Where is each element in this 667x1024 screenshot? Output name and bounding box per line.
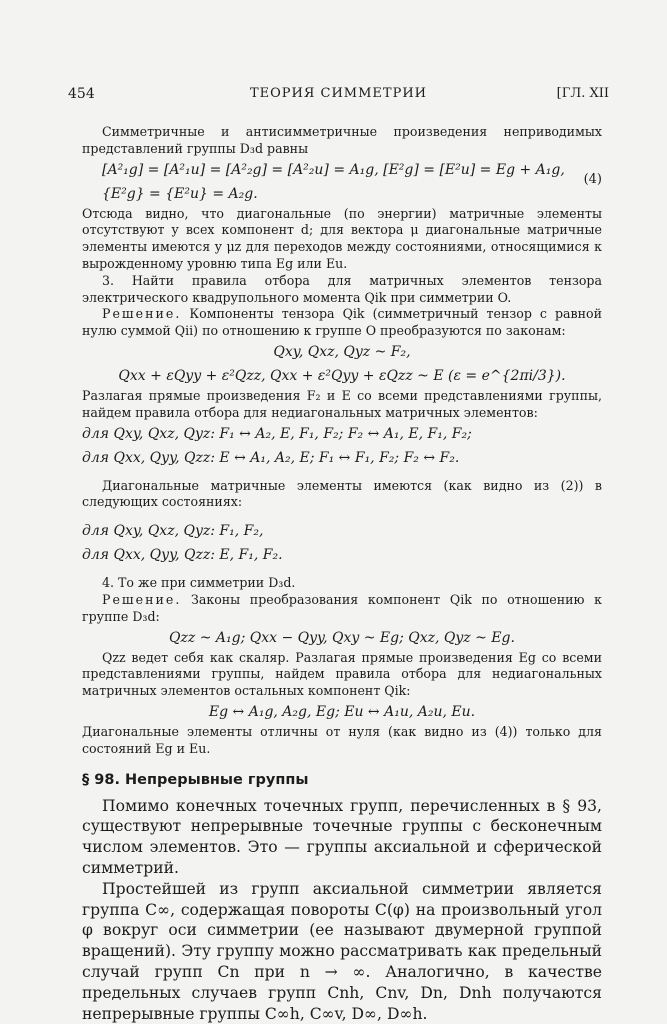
equation-line: [A²₁g] = [A²₁u] = [A²₂g] = [A²₂u] = A₁g, [E²g] = [E²u] = Eg + A₁g, bbox=[102, 161, 565, 178]
paragraph: Диагональные матричные элементы имеются (как видно из (2)) в следующих состояниях: bbox=[82, 477, 602, 510]
page-body bbox=[82, 124, 602, 1024]
problem-statement: 4. То же при симметрии D₃d. bbox=[102, 575, 296, 591]
chapter-label: [ГЛ. XII bbox=[556, 86, 609, 101]
paragraph: Диагональные элементы отличны от нуля (как видно из (4)) только для состояний Eg и Eu. bbox=[82, 723, 602, 756]
problem-statement: 3. Найти правила отбора для матричных элементов тензора электрического квадрупольного момента Qik при симметрии O. bbox=[82, 272, 602, 305]
equation-line: {E²g} = {E²u} = A₂g. bbox=[102, 185, 258, 202]
selection-rule: для Qxx, Qyy, Qzz: E, F₁, F₂. bbox=[82, 547, 283, 564]
paragraph: Разлагая прямые произведения F₂ и E со всеми представлениями группы, найдем правила отбора для недиагональных матричных элементов: bbox=[82, 387, 602, 420]
paragraph: Помимо конечных точечных групп, перечисленных в § 93, существуют непрерывные точечные группы с бесконечным числом элементов. Это — группы аксиальной и сферической симметрий. bbox=[82, 796, 602, 877]
selection-rule: для Qxy, Qxz, Qyz: F₁ ↔ A₂, E, F₁, F₂; F₂ ↔ A₁, E, F₁, F₂; bbox=[82, 425, 472, 442]
solution-text: Компоненты тензора Qik (симметричный тензор с равной нулю суммой Qii) по отношению к группе O преобразуются по законам: bbox=[82, 306, 602, 339]
selection-rule: для Qxy, Qxz, Qyz: F₁, F₂, bbox=[82, 523, 264, 540]
equation-4 bbox=[82, 158, 602, 206]
equation: Qxy, Qxz, Qyz ~ F₂, bbox=[273, 343, 411, 360]
page-header bbox=[68, 86, 609, 106]
solution bbox=[82, 306, 602, 340]
solution bbox=[82, 592, 602, 626]
paragraph: Отсюда видно, что диагональные (по энергии) матричные элементы отсутствуют у всех компонент d; для вектора μ диагональные матричные элементы имеются у μz для переходов между состояниями, относящимися к вырожденному уровню типа Eg или Eu. bbox=[82, 205, 602, 271]
section-heading: § 98. Непрерывные группы bbox=[82, 771, 309, 788]
solution-text: Законы преобразования компонент Qik по отношению к группе D₃d: bbox=[82, 591, 602, 624]
equation: Qzz ~ A₁g; Qxx − Qyy, Qxy ~ Eg; Qxz, Qyz ~ Eg. bbox=[169, 629, 515, 646]
paragraph: Qzz ведет себя как скаляр. Разлагая прямые произведения Eg со всеми представлениями группы, найдем правила отбора для недиагональных матричных элементов остальных компонент Qik: bbox=[82, 649, 602, 699]
solution-label: Решение. bbox=[102, 591, 182, 607]
paragraph: Простейшей из групп аксиальной симметрии является группа C∞, содержащая повороты C(φ) на произвольный угол φ вокруг оси симметрии (ее называют двумерной группой вращений). Эту группу можно рассматривать как предельный случай групп Cn при n → ∞. Аналогично, в качестве предельных случаев групп Cnh, Cnv, Dn, Dnh получаются непрерывные группы C∞h, C∞v, D∞, D∞h. bbox=[82, 879, 602, 1023]
equation-number: (4) bbox=[583, 171, 602, 187]
running-title: ТЕОРИЯ СИММЕТРИИ bbox=[249, 86, 428, 101]
page-number: 454 bbox=[68, 86, 95, 102]
equation: Qxx + εQyy + ε²Qzz, Qxx + ε²Qyy + εQzz ~ E (ε = e^{2πi/3}). bbox=[118, 367, 566, 384]
paragraph: Симметричные и антисимметричные произведения неприводимых представлений группы D₃d равны bbox=[82, 124, 602, 156]
equation: Eg ↔ A₁g, A₂g, Eg; Eu ↔ A₁u, A₂u, Eu. bbox=[208, 703, 476, 720]
selection-rule: для Qxx, Qyy, Qzz: E ↔ A₁, A₂, E; F₁ ↔ F₁, F₂; F₂ ↔ F₂. bbox=[82, 449, 460, 466]
solution-label: Решение. bbox=[102, 306, 182, 322]
